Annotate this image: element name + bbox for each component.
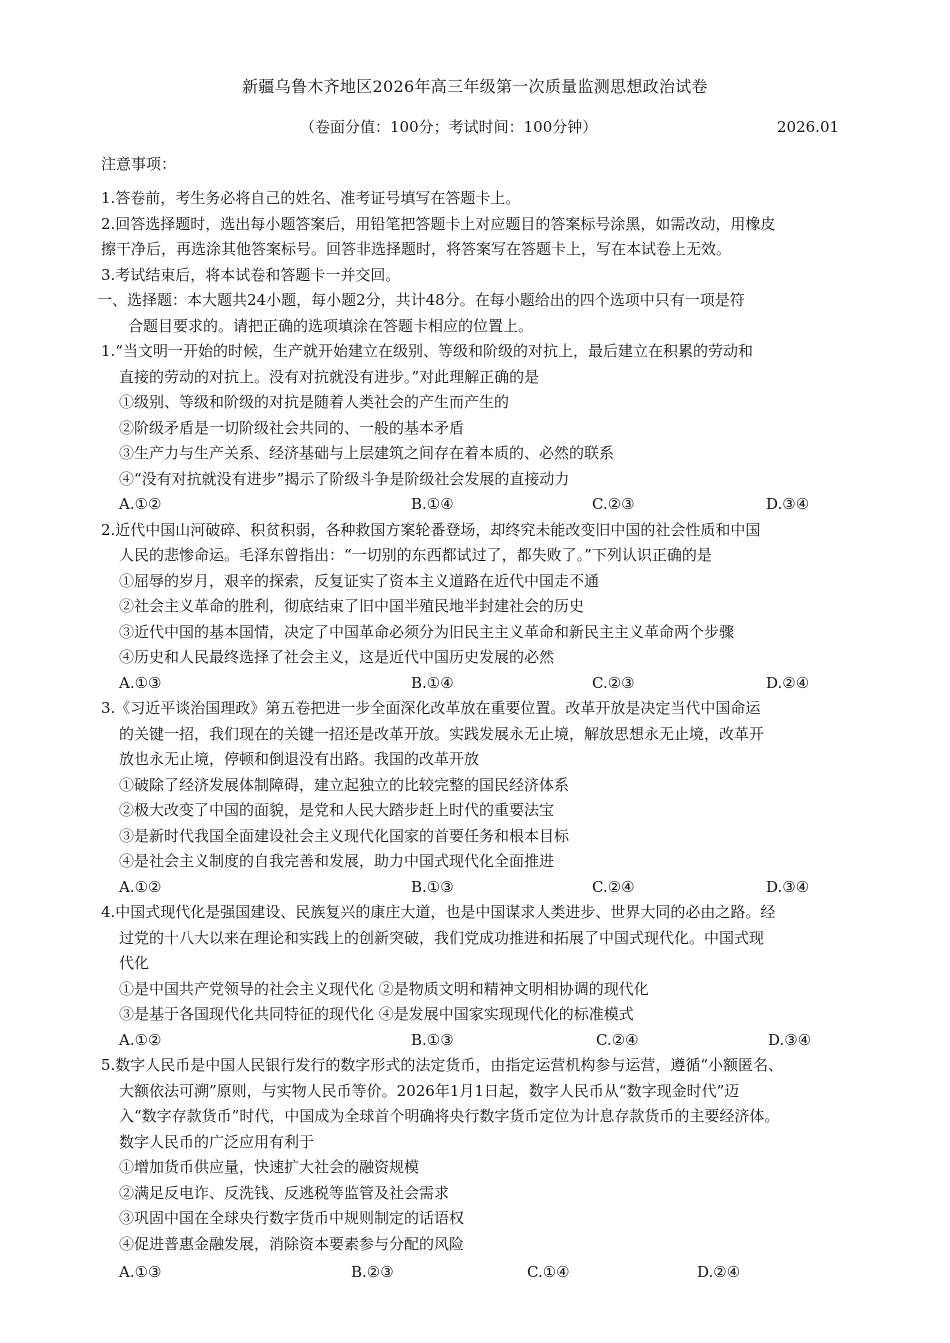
choice-a: A.①③ [119,673,162,692]
choice-c: C.①④ [527,1263,570,1281]
exam-title: 新疆乌鲁木齐地区2026年高三年级第一次质量监测思想政治试卷 [242,77,708,96]
question-option: ③是基于各国现代化共同特征的现代化 ④是发展中国家实现现代化的标准模式 [119,1005,634,1023]
question-option: ②阶级矛盾是一切阶级社会共同的、一般的基本矛盾 [119,418,465,437]
question-option: ②满足反电诈、反洗钱、反逃税等监管及社会需求 [119,1183,450,1202]
note-item: 2.回答选择题时，选出每小题答案后，用铅笔把答题卡上对应题目的答案标号涂黑，如需改动，用橡皮 [101,214,776,233]
choice-b: B.①③ [411,877,454,896]
question-option: ①是中国共产党领导的社会主义现代化 ②是物质文明和精神文明相协调的现代化 [119,979,649,998]
note-item: 擦干净后，再选涂其他答案标号。回答非选择题时，将答案写在答题卡上，写在本试卷上无效。 [101,240,732,258]
question-stem: 代化 [119,954,150,972]
choice-b: B.①④ [411,673,454,692]
question-stem: 过党的十八大以来在理论和实践上的创新突破，我们党成功推进和拓展了中国式现代化。中国式现 [119,928,765,947]
question-option: ③巩固中国在全球央行数字货币中规则制定的话语权 [119,1209,465,1227]
choice-c: C.②③ [592,495,635,513]
question-stem: 大额依法可溯”原则，与实物人民币等价。2026年1月1日起，数字人民币从“数字现金时代”迈 [119,1081,740,1100]
question-option: ①级别、等级和阶级的对抗是随着人类社会的产生而产生的 [119,393,510,411]
question-option: ③生产力与生产关系、经济基础与上层建筑之间存在着本质的、必然的联系 [119,444,615,462]
choice-a: A.①② [119,495,162,513]
choice-a: A.①② [119,1030,162,1049]
question-option: ①屈辱的岁月，艰辛的探索，反复证实了资本主义道路在近代中国走不通 [119,571,600,590]
question-stem: 4.中国式现代化是强国建设、民族复兴的康庄大道，也是中国谋求人类进步、世界大同的必由之路。经 [101,903,776,921]
question-2 [101,518,861,697]
question-option: ②极大改变了中国的面貌，是党和人民大踏步赶上时代的重要法宝 [119,801,555,819]
question-option: ①破除了经济发展体制障碍，建立起独立的比较完整的国民经济体系 [119,775,570,794]
note-item: 3.考试结束后，将本试卷和答题卡一并交回。 [101,265,401,284]
choice-d: D.③④ [766,877,810,896]
question-option: ②社会主义革命的胜利，彻底结束了旧中国半殖民地半封建社会的历史 [119,597,585,615]
question-3 [101,696,861,900]
choice-d: D.③④ [766,495,810,513]
choice-c: C.②③ [592,673,635,692]
answer-choices [101,1260,861,1286]
choice-d: D.②④ [766,673,810,692]
choice-a: A.①③ [119,1263,162,1281]
question-stem: 5.数字人民币是中国人民银行发行的数字形式的法定货币，由指定运营机构参与运营，遵循“小额匿名、 [101,1056,783,1074]
question-stem: 数字人民币的广泛应用有利于 [119,1132,315,1151]
exam-date: 2026.01 [777,118,840,136]
question-option: ④促进普惠金融发展，消除资本要素参与分配的风险 [119,1234,465,1253]
choice-d: D.②④ [697,1263,741,1281]
choice-c: C.②④ [596,1030,639,1049]
answer-choices [101,1028,861,1054]
question-stem: 1.“当文明一开始的时候，生产就开始建立在级别、等级和阶级的对抗上，最后建立在积累的劳动和 [101,342,753,360]
question-option: ③是新时代我国全面建设社会主义现代化国家的首要任务和根本目标 [119,826,570,845]
section-heading-cont: 合题目要求的。请把正确的选项填涂在答题卡相应的位置上。 [128,316,534,335]
question-1 [101,339,861,518]
choice-c: C.②④ [592,877,635,896]
exam-subtitle: （卷面分值：100分；考试时间：100分钟） [300,118,598,136]
question-option: ①增加货币供应量，快速扩大社会的融资规模 [119,1158,420,1176]
choice-a: A.①② [119,877,162,896]
question-stem: 人民的悲惨命运。毛泽东曾指出：“一切别的东西都试过了，都失败了。”下列认识正确的是 [119,546,712,564]
question-option: ④历史和人民最终选择了社会主义，这是近代中国历史发展的必然 [119,648,555,666]
choice-b: B.①④ [411,495,454,513]
question-stem: 3.《习近平谈治国理政》第五卷把进一步全面深化改革放在重要位置。改革开放是决定当代中国命运 [101,699,761,717]
notes-title: 注意事项： [101,155,177,173]
exam-content [97,186,861,1286]
choice-b: B.②③ [351,1263,394,1281]
question-4 [101,900,861,1053]
question-5 [101,1053,861,1286]
question-stem: 入“数字存款货币”时代，中国成为全球首个明确将央行数字货币定位为计息存款货币的主要经济体。 [119,1107,780,1125]
question-option: ④是社会主义制度的自我完善和发展，助力中国式现代化全面推进 [119,852,555,870]
answer-choices [101,875,861,901]
choice-d: D.③④ [768,1030,812,1049]
choice-b: B.①③ [411,1030,454,1049]
section-heading: 一、选择题：本大题共24小题，每小题2分，共计48分。在每小题给出的四个选项中只有一项是符 [97,291,745,309]
question-option: ④“没有对抗就没有进步”揭示了阶级斗争是阶级社会发展的直接动力 [119,469,570,488]
answer-choices [101,492,861,518]
question-stem: 直接的劳动的对抗上。没有对抗就没有进步。”对此理解正确的是 [119,367,540,386]
question-stem: 的关键一招，我们现在的关键一招还是改革开放。实践发展永无止境，解放思想永无止境，改革开 [119,724,765,743]
answer-choices [101,671,861,697]
note-item: 1.答卷前，考生务必将自己的姓名、准考证号填写在答题卡上。 [101,189,521,207]
question-option: ③近代中国的基本国情，决定了中国革命必须分为旧民主主义革命和新民主主义革命两个步骤 [119,622,735,641]
question-stem: 2.近代中国山河破碎、积贫积弱，各种救国方案轮番登场，却终究未能改变旧中国的社会性质和中国 [101,520,761,539]
question-stem: 放也永无止境，停顿和倒退没有出路。我国的改革开放 [119,750,480,768]
